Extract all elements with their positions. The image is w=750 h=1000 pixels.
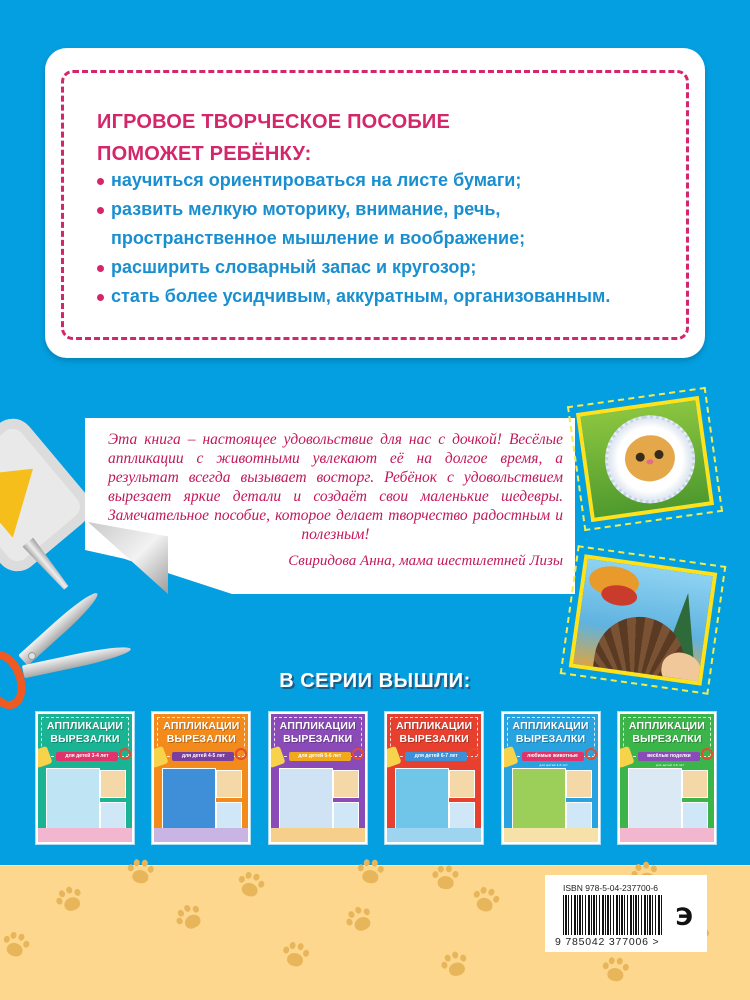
isbn-barcode-box [545,875,707,952]
book-thumbnail [449,802,475,830]
book-cover [502,712,600,844]
book-title: АППЛИКАЦИИ ВЫРЕЗАЛКИ [396,720,473,745]
book-title: АППЛИКАЦИИ ВЫРЕЗАЛКИ [512,720,589,745]
book-footer-pattern [271,828,365,842]
book-thumbnail [333,770,359,798]
book-cover [36,712,134,844]
paw-print-icon [466,882,504,920]
publisher-logo-icon: Э [675,903,693,931]
benefit-item: научиться ориентироваться на листе бумаги; [97,166,677,195]
benefits-list [97,166,677,311]
bullet-icon [97,178,104,185]
info-card [45,48,705,358]
paw-print-icon [170,899,211,940]
scissors-pivot-icon [28,652,36,660]
book-main-image [628,768,682,830]
book-cover [618,712,716,844]
info-title-line-2: ПОМОЖЕТ РЕБЁНКУ: [97,143,312,165]
book-age-badge: для детей 3-4 лет [56,752,118,761]
bullet-icon [97,294,104,301]
barcode-icon [563,895,663,935]
book-main-image [279,768,333,830]
book-series-list [36,712,716,842]
book-age-badge: для детей 4-5 лет [172,752,234,761]
book-thumbnail [449,770,475,798]
testimonial-text: Эта книга – настоящее удовольствие для нас с дочкой! Весёлые аппликации с животными увлекают её на долгое время, а результат всегда вызывает восторг. Ребёнок с удовольствием вырезает яркие детали и создаёт свои маленькие шедевры. Замечательное пособие, которое делает творчество радостным и полезным! [108,431,563,543]
scissors-icon [235,748,247,760]
paw-print-icon [277,938,314,975]
scissors-icon [352,748,364,760]
book-age-badge: любимые животные [522,752,584,761]
book-thumbnail [100,770,126,798]
isbn-digits: 9 785042 377006 > [555,936,660,948]
book-age-badge: весёлые поделки [638,752,700,761]
book-title: АППЛИКАЦИИ ВЫРЕЗАЛКИ [628,720,706,745]
bullet-icon [97,265,104,272]
book-cover [385,712,483,844]
book-footer-pattern [154,828,248,842]
benefit-item: стать более усидчивым, аккуратным, организованным. [97,282,677,311]
book-thumbnail [566,770,592,798]
testimonial-author: Свиридова Анна, мама шестилетней Лизы [288,553,563,569]
paw-print-icon [437,948,474,985]
scissors-icon [701,748,713,760]
bullet-icon [97,207,104,214]
book-thumbnail [216,770,242,798]
book-thumbnail [566,802,592,830]
benefit-item: развить мелкую моторику, внимание, речь, пространственное мышление и воображение; [97,195,677,253]
paw-print-icon [51,882,89,920]
paw-print-icon [353,856,388,891]
paw-print-icon [340,901,380,941]
book-cover [152,712,250,844]
book-thumbnail [216,802,242,830]
book-subtitle: для детей 4-6 лет [655,763,685,767]
scissors-icon [468,748,480,760]
book-thumbnail [682,770,708,798]
book-footer-pattern [504,828,598,842]
book-main-image [162,768,216,830]
paw-print-icon [231,867,269,905]
book-title: АППЛИКАЦИИ ВЫРЕЗАЛКИ [279,720,356,745]
paw-print-icon [598,954,633,989]
benefit-item: расширить словарный запас и кругозор; [97,253,677,282]
photo-sheep-craft [567,387,723,531]
book-main-image [395,768,449,830]
book-title: АППЛИКАЦИИ ВЫРЕЗАЛКИ [163,720,240,745]
info-title [97,106,597,170]
book-subtitle: для детей 4-6 лет [539,763,568,767]
book-age-badge: для детей 6-7 лет [405,752,467,761]
book-age-badge: для детей 5-6 лет [289,752,351,761]
paw-print-icon [0,927,34,965]
book-thumbnail [333,802,359,830]
book-thumbnail [100,802,126,830]
book-main-image [512,768,566,830]
paw-print-icon [123,856,158,891]
isbn-label: ISBN 978-5-04-237700-6 [563,883,658,893]
info-title-line-1: ИГРОВОЕ ТВОРЧЕСКОЕ ПОСОБИЕ [97,111,451,133]
book-main-image [46,768,100,830]
series-title: В СЕРИИ ВЫШЛИ: [279,670,471,692]
scissors-icon [119,748,131,760]
book-thumbnail [682,802,708,830]
scissors-icon [585,748,597,760]
paw-print-icon [429,863,462,896]
book-title: АППЛИКАЦИИ ВЫРЕЗАЛКИ [46,720,124,745]
book-footer-pattern [387,828,481,842]
book-footer-pattern [38,828,132,842]
book-footer-pattern [620,828,714,842]
book-cover [269,712,367,844]
